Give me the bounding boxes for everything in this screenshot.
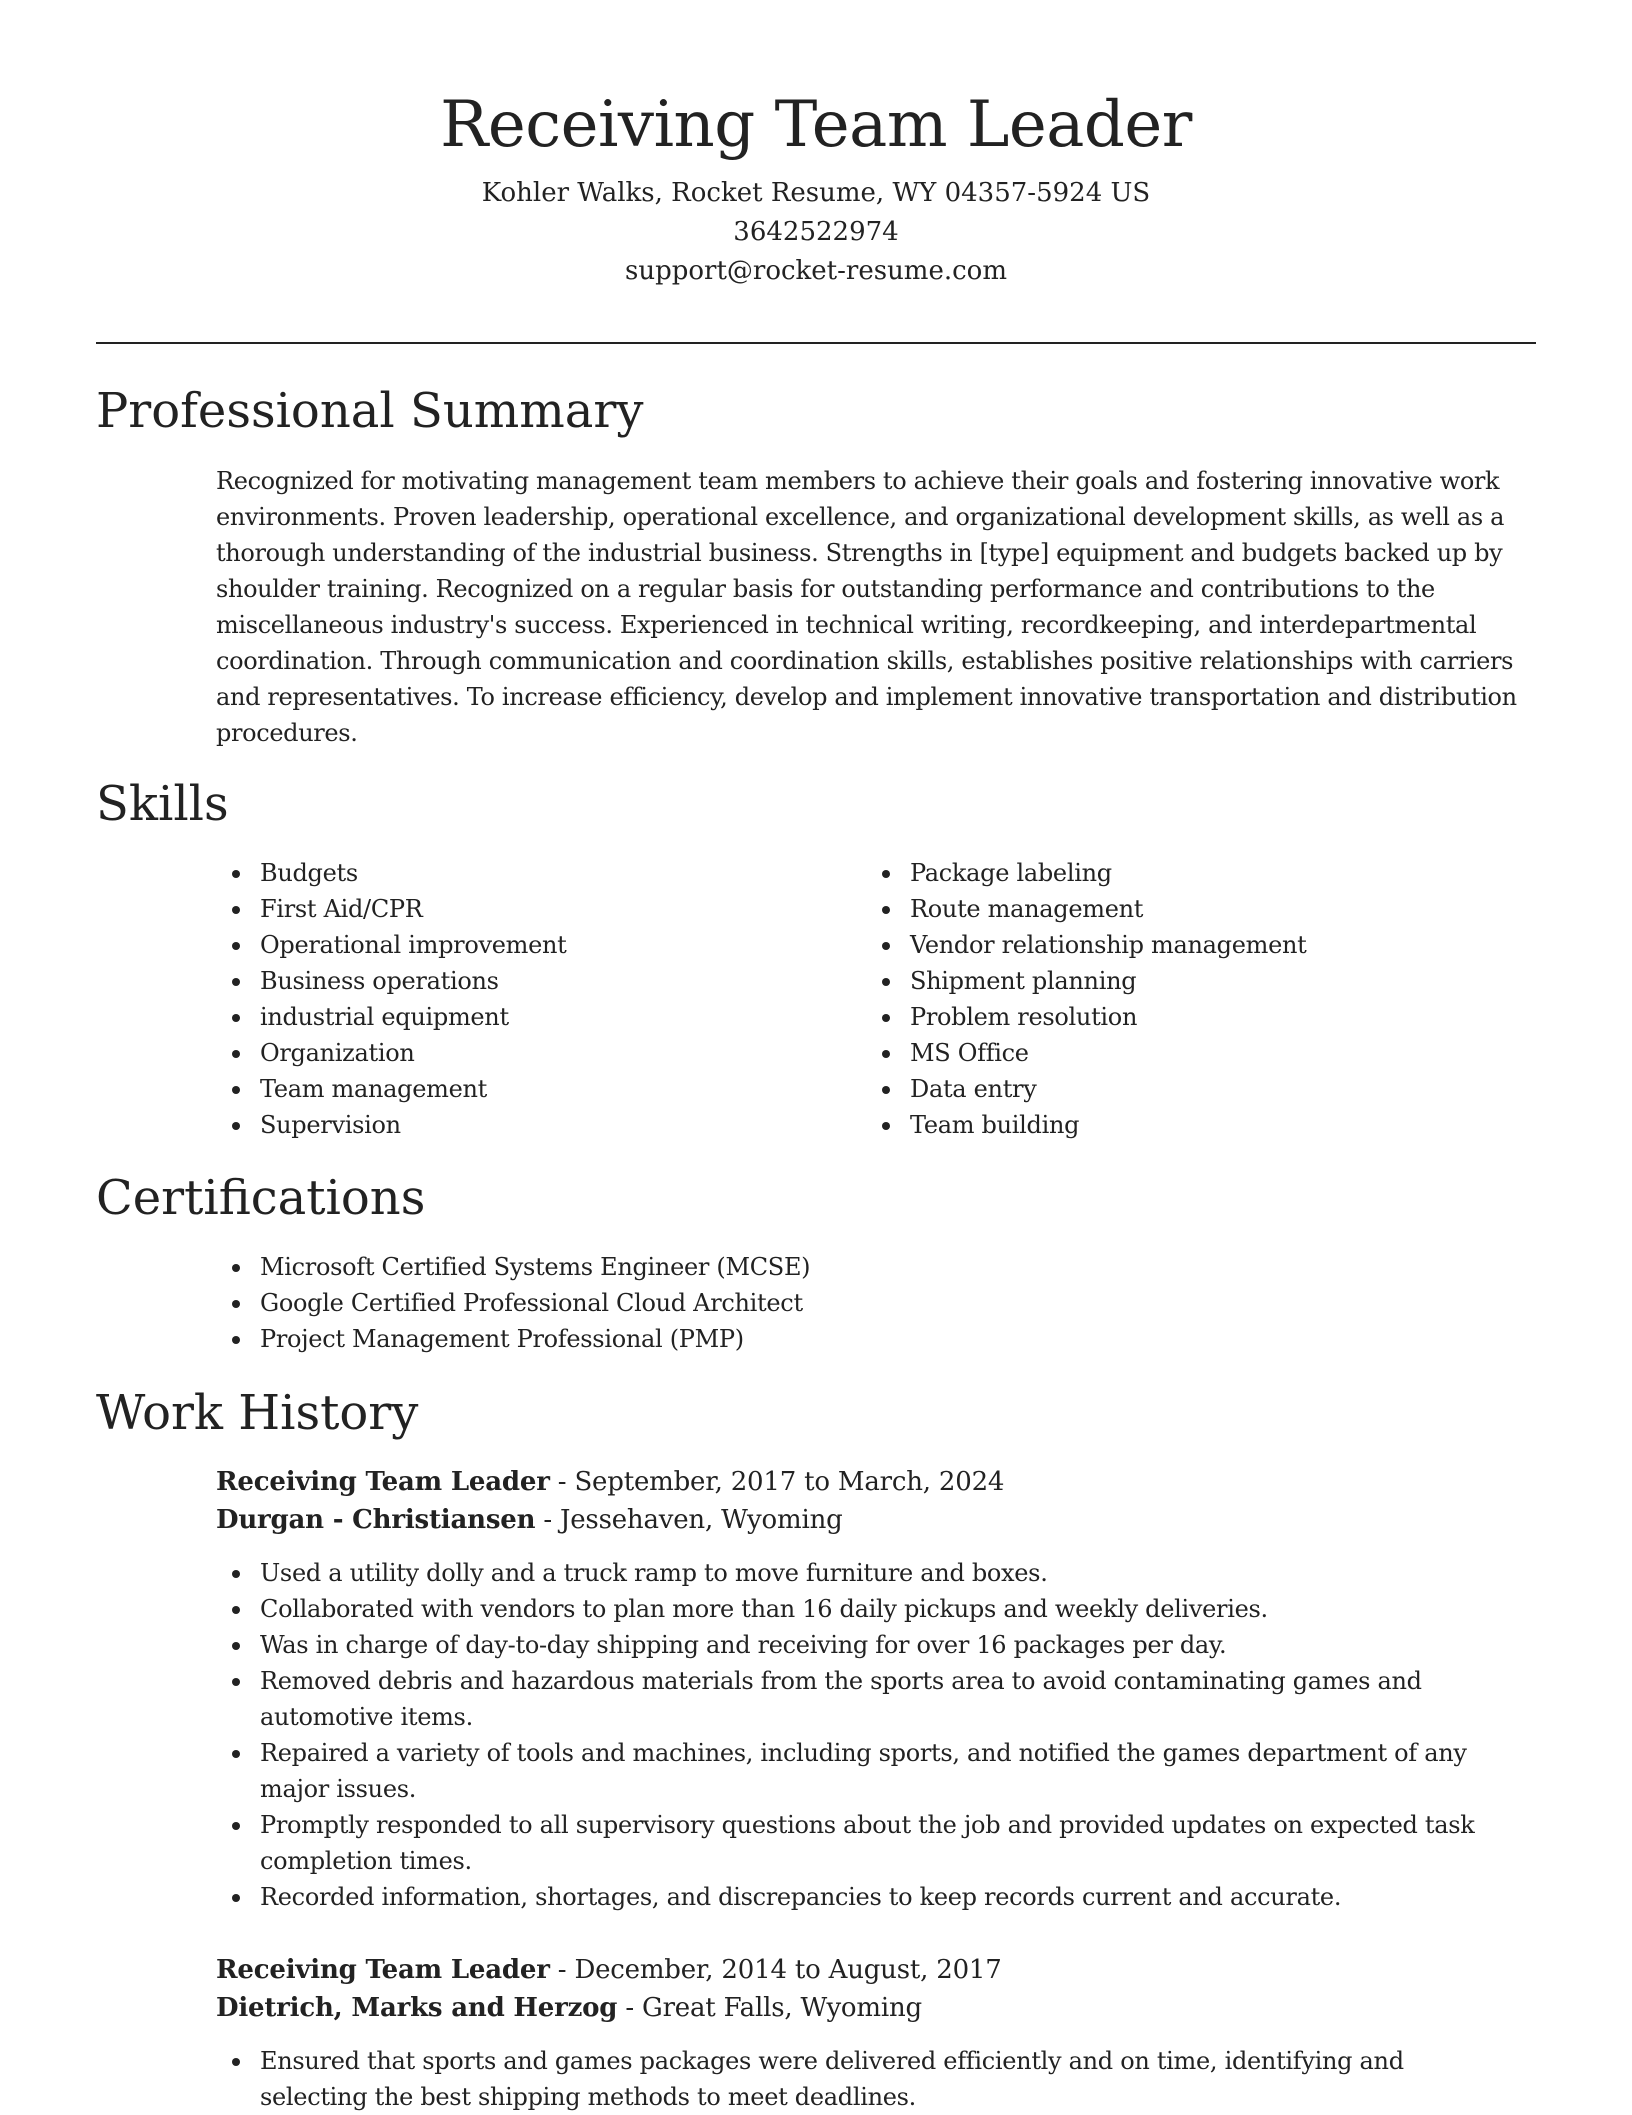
job-duty-item: Used a utility dolly and a truck ramp to move furniture and boxes. [216, 1555, 1536, 1591]
job-title-line [216, 1463, 1536, 1501]
resume-header [0, 0, 1632, 291]
skill-item: Shipment planning [866, 963, 1506, 999]
phone-text: 3642522974 [733, 217, 899, 247]
skill-item: MS Office [866, 1035, 1506, 1071]
job-company: Durgan - Christiansen [216, 1505, 536, 1535]
job-company-line [216, 1989, 1536, 2027]
skill-item: Budgets [216, 855, 856, 891]
certification-item: Microsoft Certified Systems Engineer (MCSE) [216, 1249, 1536, 1285]
skills-heading: Skills [96, 776, 229, 832]
job-duty-item: Promptly responded to all supervisory questions about the job and provided updates on expected task completion times. [216, 1807, 1536, 1879]
header-divider [96, 342, 1536, 344]
skill-item: Package labeling [866, 855, 1506, 891]
job-dates: - December, 2014 to August, 2017 [549, 1955, 1002, 1985]
address-text: Kohler Walks, Rocket Resume, WY 04357-5924 US [481, 178, 1151, 208]
skill-item: Route management [866, 891, 1506, 927]
skill-item: First Aid/CPR [216, 891, 856, 927]
job-duty-item: Recorded information, shortages, and discrepancies to keep records current and accurate. [216, 1879, 1536, 1915]
job-title-line [216, 1951, 1536, 1989]
summary-text: Recognized for motivating management team members to achieve their goals and fostering innovative work environments. Proven leadership, operational excellence, and organizational development skills, as well as a thorough understanding of the industrial business. Strengths in [type] equipment and budgets backed up by shoulder training. Recognized on a regular basis for outstanding performance and contributions to the miscellaneous industry's success. Experienced in technical writing, recordkeeping, and interdepartmental coordination. Through communication and coordination skills, establishes positive relationships with carriers and representatives. To increase efficiency, develop and implement innovative transportation and distribution procedures. [216, 467, 1517, 747]
job-company: Dietrich, Marks and Herzog [216, 1993, 618, 2023]
certifications-heading: Certifications [96, 1170, 426, 1226]
skill-item: Supervision [216, 1107, 856, 1143]
skill-item: Business operations [216, 963, 856, 999]
skill-item: Team building [866, 1107, 1506, 1143]
skill-item: Operational improvement [216, 927, 856, 963]
job-duty-item: Ensured that sports and games packages were delivered efficiently and on time, identifying and selecting the best shipping methods to meet deadlines. [216, 2043, 1536, 2115]
skill-item: industrial equipment [216, 999, 856, 1035]
skill-item: Team management [216, 1071, 856, 1107]
job-company-line [216, 1501, 1536, 1539]
skill-item: Problem resolution [866, 999, 1506, 1035]
work-history-heading: Work History [96, 1385, 419, 1441]
job-duty-item: Repaired a variety of tools and machines, including sports, and notified the games department of any major issues. [216, 1735, 1536, 1807]
email-text: support@rocket-resume.com [624, 256, 1007, 286]
job-entry [216, 1951, 1536, 2115]
certifications-list [216, 1249, 1536, 1357]
skills-list-left [216, 855, 856, 1143]
job-role: Receiving Team Leader [216, 1467, 550, 1497]
job-duty-item: Was in charge of day-to-day shipping and receiving for over 16 packages per day. [216, 1627, 1536, 1663]
job-location: - Great Falls, Wyoming [617, 1993, 922, 2023]
job-entry [216, 1463, 1536, 1915]
certification-item: Project Management Professional (PMP) [216, 1321, 1536, 1357]
candidate-title: Receiving Team Leader [440, 88, 1192, 162]
skill-item: Data entry [866, 1071, 1506, 1107]
job-location: - Jessehaven, Wyoming [535, 1505, 843, 1535]
job-dates: - September, 2017 to March, 2024 [549, 1467, 1005, 1497]
contact-info [0, 174, 1632, 291]
certification-item: Google Certified Professional Cloud Architect [216, 1285, 1536, 1321]
skill-item: Organization [216, 1035, 856, 1071]
job-duties-list [216, 1555, 1536, 1915]
skills-list-right [866, 855, 1506, 1143]
job-duty-item: Collaborated with vendors to plan more than 16 daily pickups and weekly deliveries. [216, 1591, 1536, 1627]
skill-item: Vendor relationship management [866, 927, 1506, 963]
job-duty-item: Removed debris and hazardous materials from the sports area to avoid contaminating games and automotive items. [216, 1663, 1536, 1735]
summary-heading: Professional Summary [96, 383, 644, 439]
job-role: Receiving Team Leader [216, 1955, 550, 1985]
job-duties-list [216, 2043, 1536, 2115]
